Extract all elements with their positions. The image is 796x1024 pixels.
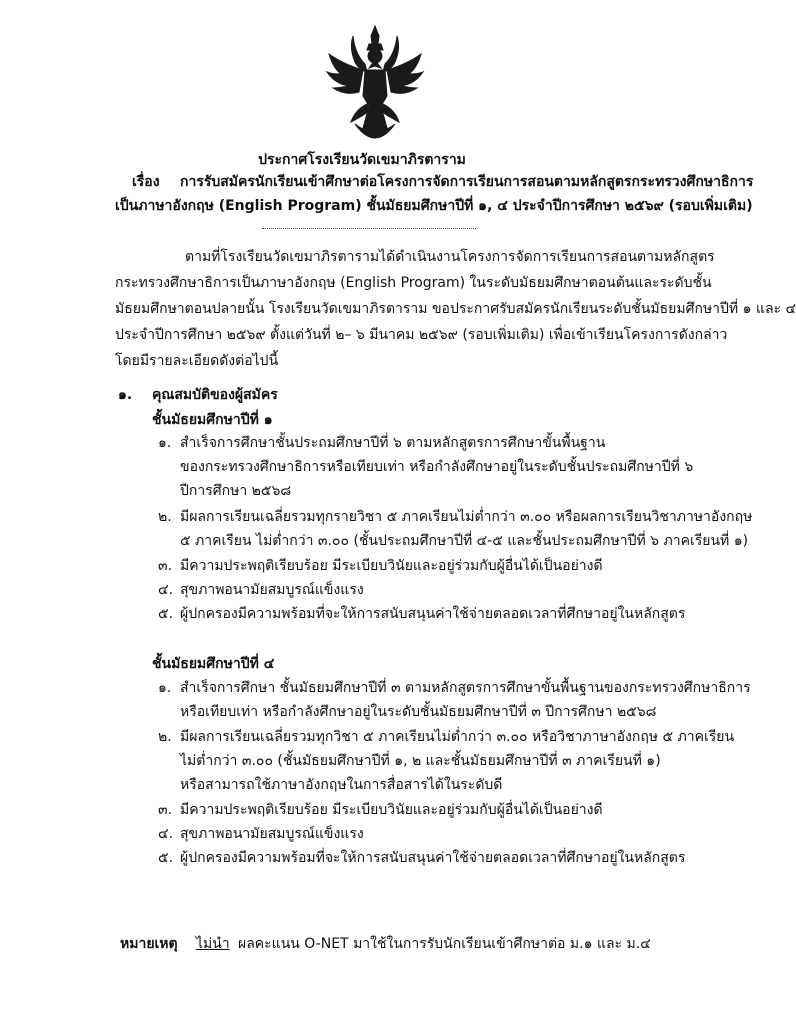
list-item-number: ๔. [158, 582, 174, 598]
list-item-line: ๕ ภาคเรียน ไม่ต่ำกว่า ๓.๐๐ (ชั้นประถมศึกษาปีที่ ๔-๕ และชั้นประถมศึกษาปีที่ ๖ ภาคเรียนที่ ๑) [180, 533, 749, 549]
list-item-line: มีความประพฤติเรียบร้อย มีระเบียบวินัยและอยู่ร่วมกับผู้อื่นได้เป็นอย่างดี [180, 802, 603, 818]
list-item-line: สำเร็จการศึกษา ชั้นมัธยมศึกษาปีที่ ๓ ตามหลักสูตรการศึกษาขั้นพื้นฐานของกระทรวงศึกษาธิการ [180, 680, 751, 696]
list-item-number: ๒. [158, 509, 172, 525]
list-item-line: หรือสามารถใช้ภาษาอังกฤษในการสื่อสารได้ในระดับดี [180, 777, 503, 793]
list-item-number: ๑. [158, 435, 172, 451]
m1-heading: ชั้นมัธยมศึกษาปีที่ ๑ [152, 412, 273, 428]
list-item-number: ๕. [158, 606, 174, 622]
list-item-line: มีผลการเรียนเฉลี่ยรวมทุกวิชา ๕ ภาคเรียนไม่ต่ำกว่า ๓.๐๐ หรือวิชาภาษาอังกฤษ ๕ ภาคเรียน [180, 729, 735, 745]
intro-line: มัธยมศึกษาตอนปลายนั้น โรงเรียนวัดเขมาภิรตาราม ขอประกาศรับสมัครนักเรียนระดับชั้นมัธยมศึกษาปีที่ ๑ และ ๔ [115, 301, 796, 317]
intro-line: โดยมีรายละเอียดดังต่อไปนี้ [115, 353, 279, 369]
intro-line: ตามที่โรงเรียนวัดเขมาภิรตารามได้ดำเนินงานโครงการจัดการเรียนการสอนตามหลักสูตร [185, 249, 715, 265]
m4-heading: ชั้นมัธยมศึกษาปีที่ ๔ [152, 656, 275, 672]
note-emphasis: ไม่นำ [196, 936, 230, 952]
list-item-number: ๓. [158, 558, 173, 574]
garuda-emblem-icon [325, 24, 425, 140]
dotted-divider [262, 228, 476, 229]
list-item-number: ๓. [158, 802, 173, 818]
intro-line: ประจำปีการศึกษา ๒๕๖๙ ตั้งแต่วันที่ ๒– ๖ มีนาคม ๒๕๖๙ (รอบเพิ่มเติม) เพื่อเข้าเรียนโครงการดังกล่าว [115, 327, 728, 343]
list-item-number: ๕. [158, 850, 174, 866]
note-text: ผลคะแนน O-NET มาใช้ในการรับนักเรียนเข้าศึกษาต่อ ม.๑ และ ม.๔ [238, 936, 651, 952]
list-item-number: ๒. [158, 729, 172, 745]
list-item-line: สำเร็จการศึกษาชั้นประถมศึกษาปีที่ ๖ ตามหลักสูตรการศึกษาขั้นพื้นฐาน [180, 435, 606, 451]
list-item-line: ของกระทรวงศึกษาธิการหรือเทียบเท่า หรือกำลังศึกษาอยู่ในระดับชั้นประถมศึกษาปีที่ ๖ [180, 459, 694, 475]
section-number: ๑. [118, 387, 133, 403]
list-item-line: ผู้ปกครองมีความพร้อมที่จะให้การสนับสนุนค่าใช้จ่ายตลอดเวลาที่ศึกษาอยู่ในหลักสูตร [180, 606, 686, 622]
list-item-line: สุขภาพอนามัยสมบูรณ์แข็งแรง [180, 582, 364, 598]
list-item-line: มีผลการเรียนเฉลี่ยรวมทุกรายวิชา ๕ ภาคเรียนไม่ต่ำกว่า ๓.๐๐ หรือผลการเรียนวิชาภาษาอังกฤษ [180, 509, 753, 525]
list-item-line: ไม่ต่ำกว่า ๓.๐๐ (ชั้นมัธยมศึกษาปีที่ ๑, ๒ และชั้นมัธยมศึกษาปีที่ ๓ ภาคเรียนที่ ๑) [180, 753, 661, 769]
list-item-line: ปีการศึกษา ๒๕๖๘ [180, 483, 292, 499]
note-label: หมายเหตุ [120, 936, 178, 952]
list-item-line: หรือเทียบเท่า หรือกำลังศึกษาอยู่ในระดับชั้นมัธยมศึกษาปีที่ ๓ ปีการศึกษา ๒๕๖๘ [180, 704, 657, 720]
section-title: คุณสมบัติของผู้สมัคร [152, 387, 278, 403]
subject-label: เรื่อง [132, 174, 160, 190]
list-item-line: ผู้ปกครองมีความพร้อมที่จะให้การสนับสนุนค่าใช้จ่ายตลอดเวลาที่ศึกษาอยู่ในหลักสูตร [180, 850, 686, 866]
list-item-line: สุขภาพอนามัยสมบูรณ์แข็งแรง [180, 826, 364, 842]
intro-line: กระทรวงศึกษาธิการเป็นภาษาอังกฤษ (English Program) ในระดับมัธยมศึกษาตอนต้นและระดับชั้น [115, 275, 712, 291]
subject-line-2: เป็นภาษาอังกฤษ (English Program) ชั้นมัธยมศึกษาปีที่ ๑, ๔ ประจำปีการศึกษา ๒๕๖๙ (รอบเพิ่มเติม) [115, 198, 753, 214]
list-item-number: ๑. [158, 680, 172, 696]
subject-line-1: การรับสมัครนักเรียนเข้าศึกษาต่อโครงการจัดการเรียนการสอนตามหลักสูตรกระทรวงศึกษาธิการ [180, 174, 754, 190]
list-item-number: ๔. [158, 826, 174, 842]
list-item-line: มีความประพฤติเรียบร้อย มีระเบียบวินัยและอยู่ร่วมกับผู้อื่นได้เป็นอย่างดี [180, 558, 603, 574]
announcement-title: ประกาศโรงเรียนวัดเขมาภิรตาราม [258, 152, 466, 168]
